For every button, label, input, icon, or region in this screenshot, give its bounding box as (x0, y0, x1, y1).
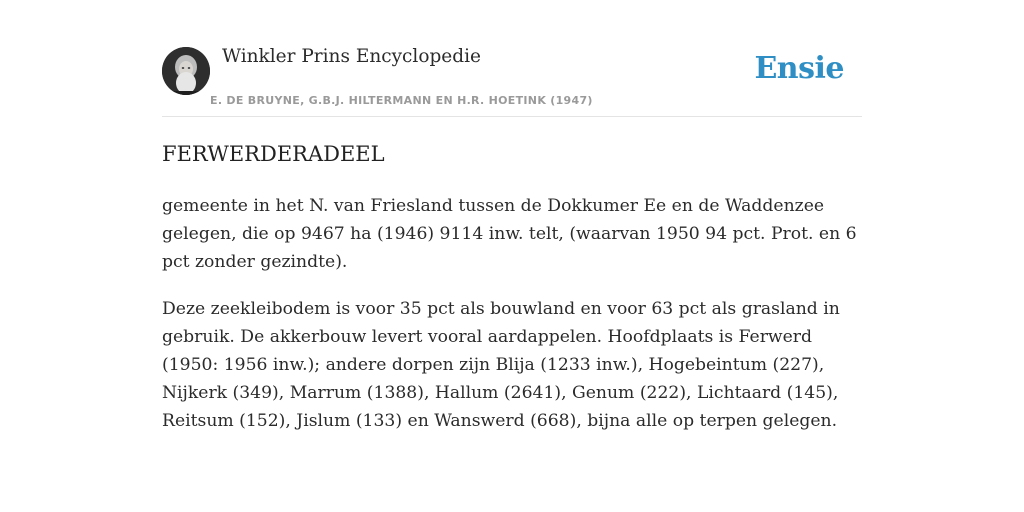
author-avatar (162, 47, 210, 95)
article-title: FERWERDERADEEL (162, 142, 385, 166)
author-portrait-image (162, 47, 210, 95)
page (162, 0, 862, 512)
article-paragraph: gemeente in het N. van Friesland tussen de Dokkumer Ee en de Waddenzee gelegen, die op 9467 ha (1946) 9114 inw. telt, (waarvan 1950 94 pct. Prot. en 6 pct zonder gezindte). (162, 196, 857, 272)
site-title[interactable]: Winkler Prins Encyclopedie (222, 46, 481, 67)
brand-logo[interactable]: Ensie (754, 51, 844, 86)
authors-line: E. DE BRUYNE, G.B.J. HILTERMANN EN H.R. HOETINK (1947) (210, 94, 593, 107)
article-body (162, 192, 862, 454)
article-paragraph: Deze zeekleibodem is voor 35 pct als bouwland en voor 63 pct als grasland in gebruik. De akkerbouw levert vooral aardappelen. Hoofdplaats is Ferwerd (1950: 1956 inw.); andere dorpen zijn Blija (1233 inw.), Hogebeintum (227), Nijkerk (349), Marrum (1388), Hallum (2641), Genum (222), Lichtaard (145), Reitsum (152), Jislum (133) en Wanswerd (668), bijna alle op terpen gelegen. (162, 299, 840, 431)
site-header (162, 0, 862, 117)
